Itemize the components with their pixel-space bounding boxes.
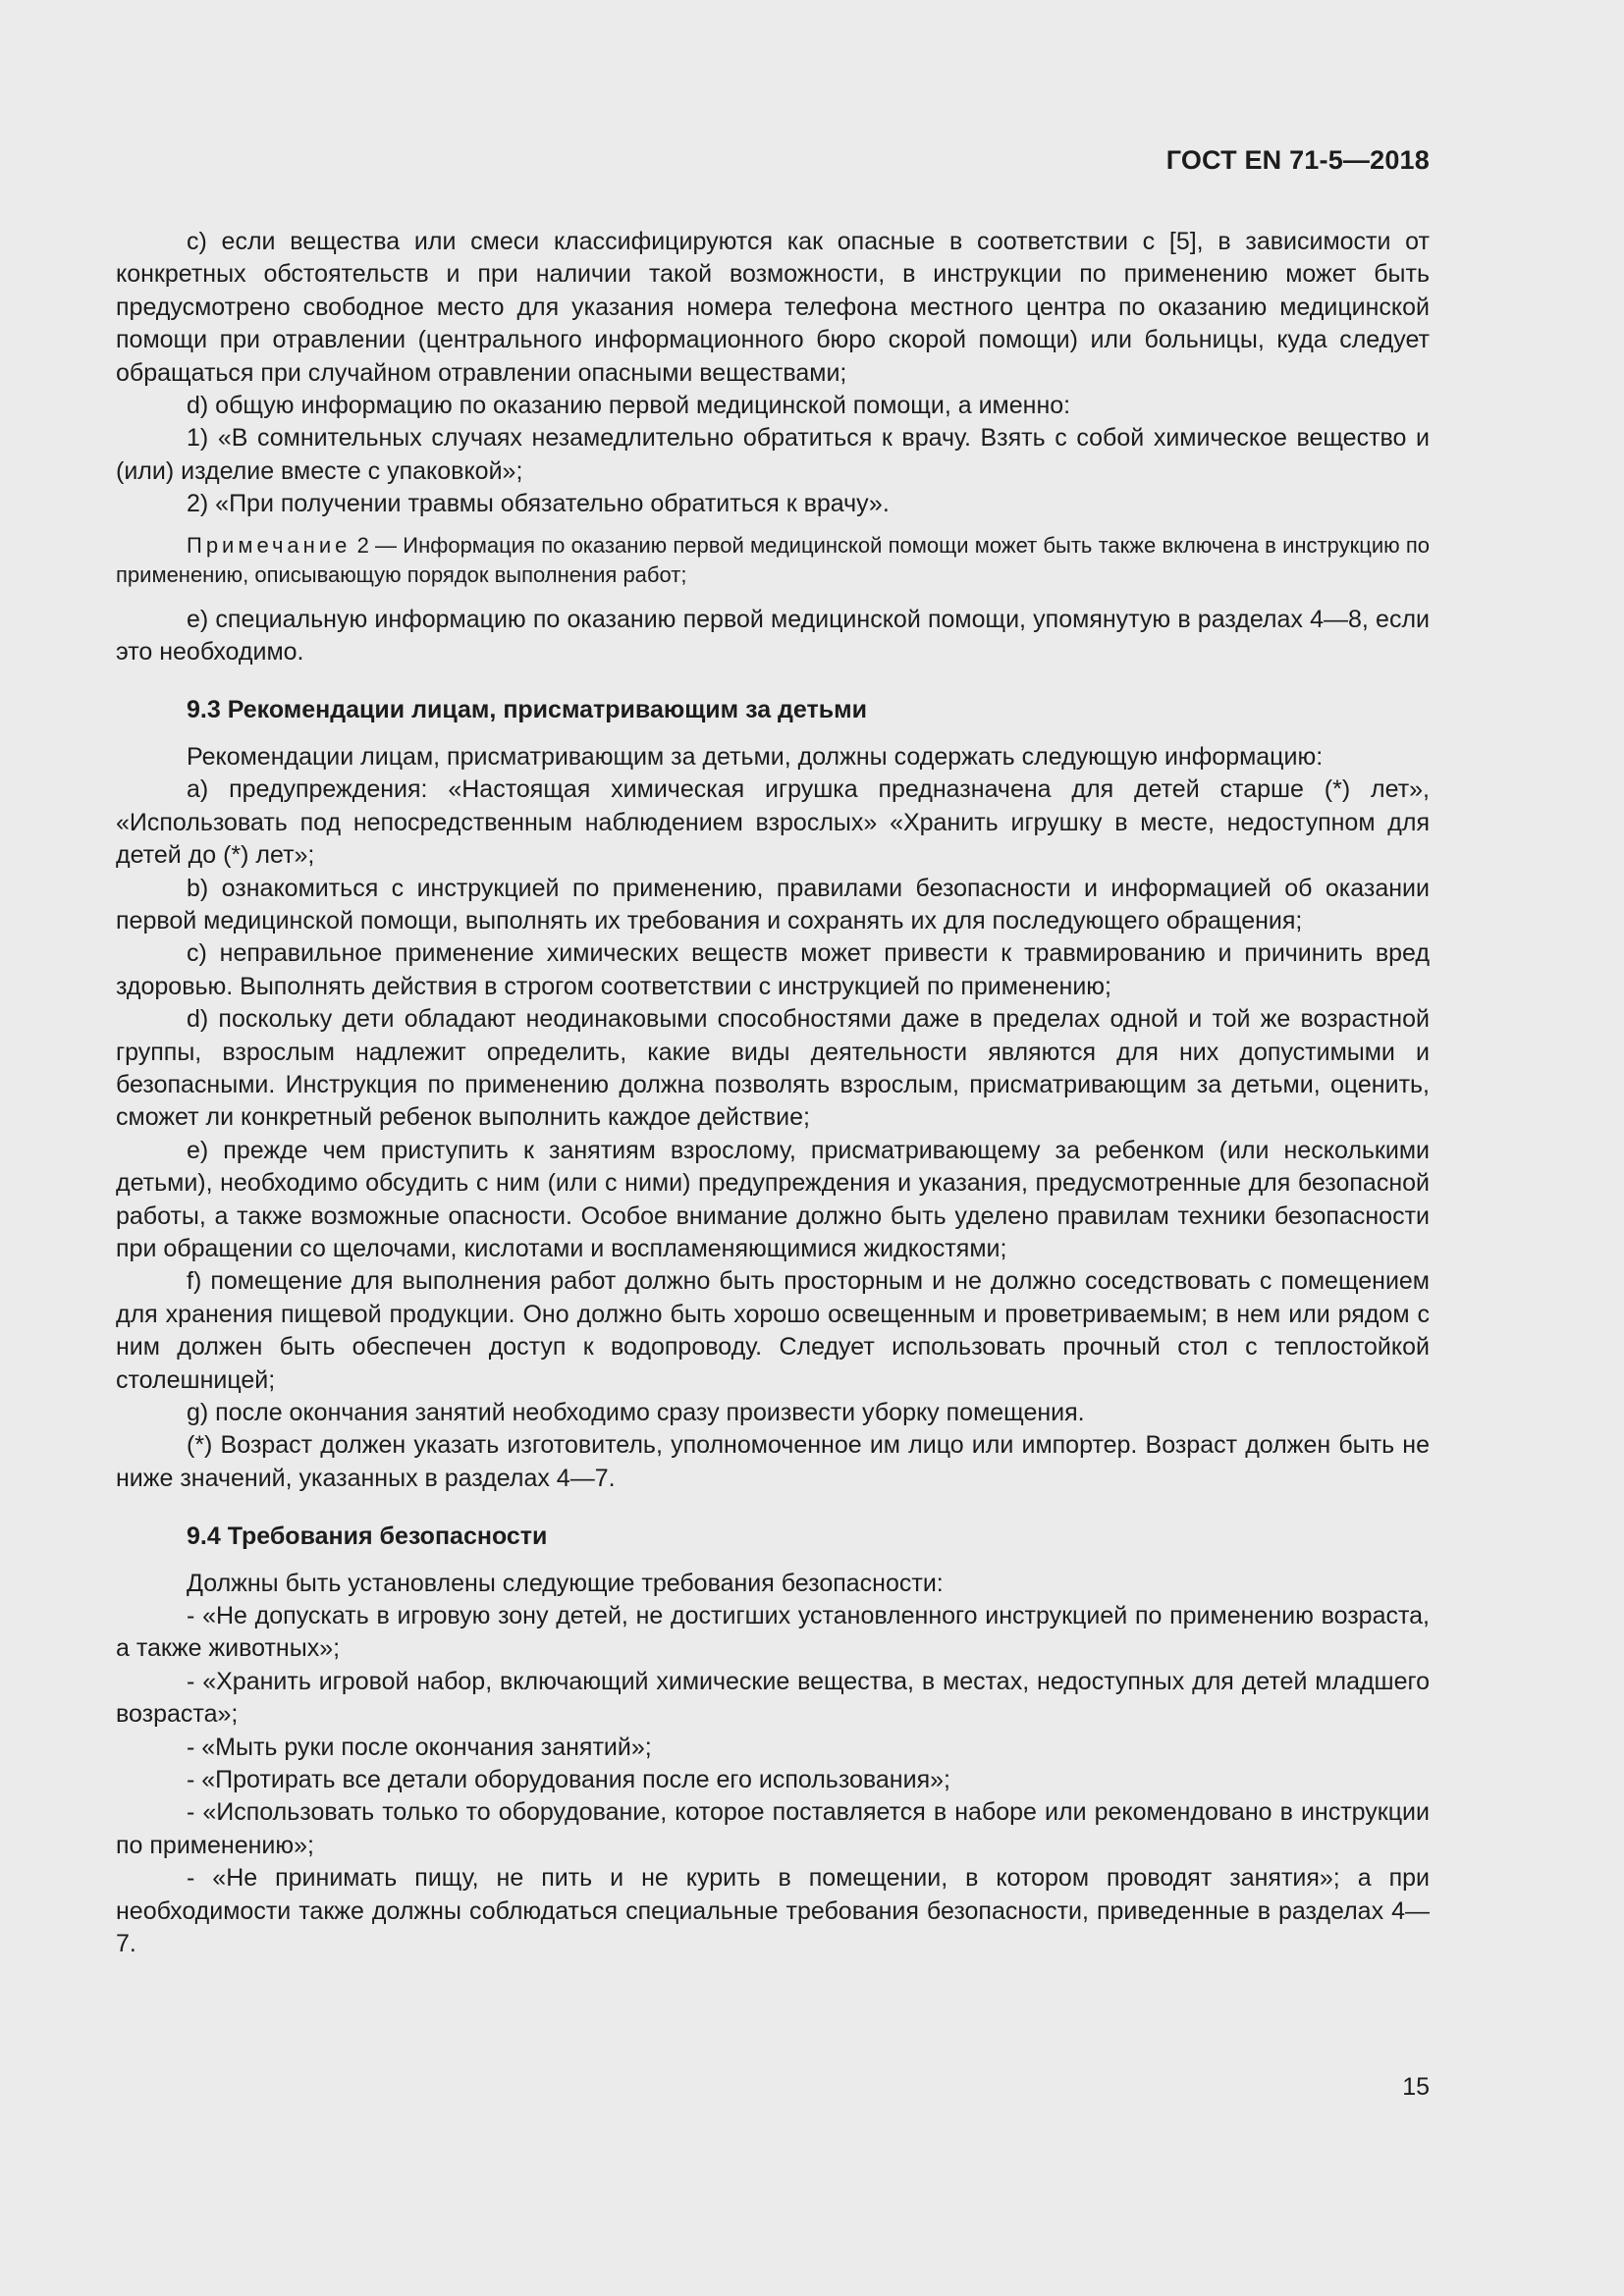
list-item: - «Протирать все детали оборудования после его использования»;	[187, 1766, 950, 1794]
list-item: - «Не допускать в игровую зону детей, не достигших установленного инструкцией по применению возраста, а также животных»;	[116, 1602, 1430, 1663]
section-9-3-item-b: b) ознакомиться с инструкцией по применению, правилами безопасности и информацией об оказании первой медицинской помощи, выполнять их требования и сохранять их для последующего обращения;	[116, 874, 1430, 934]
section-9-3-intro: Рекомендации лицам, присматривающим за детьми, должны содержать следующую информацию:	[187, 742, 1324, 771]
section-9-3-item-g: g) после окончания занятий необходимо сразу произвести уборку помещения.	[187, 1399, 1085, 1426]
paragraph-d2: 2) «При получении травмы обязательно обратиться к врачу».	[187, 490, 890, 518]
section-9-3-footnote: (*) Возраст должен указать изготовитель, уполномоченное им лицо или импортер. Возраст должен быть не ниже значений, указанных в разделах 4—7.	[116, 1431, 1430, 1492]
note	[116, 531, 1430, 590]
section-9-3-title: 9.3 Рекомендации лицам, присматривающим за детьми	[187, 696, 867, 724]
page-number: 15	[1402, 2073, 1430, 2101]
document-header: ГОСТ EN 71-5—2018	[1165, 145, 1430, 175]
section-9-4-intro: Должны быть установлены следующие требования безопасности:	[187, 1569, 944, 1597]
page-content	[116, 226, 1430, 1961]
section-9-3-item-d: d) поскольку дети обладают неодинаковыми способностями даже в пределах одной и той же возрастной группы, взрослым надлежит определить, какие виды деятельности являются для них допустимыми и безопасными. Инструкция по применению должна позволять взрослым, присматривающим за детьми, оценить, сможет ли конкретный ребенок выполнить каждое действие;	[116, 1005, 1430, 1132]
note-label: Примечание	[187, 532, 352, 558]
section-9-3-item-f: f) помещение для выполнения работ должно быть просторным и не должно соседствовать с помещением для хранения пищевой продукции. Оно должно быть хорошо освещенным и проветриваемым; в нем или рядом с ним должен быть обеспечен доступ к водопроводу. Следует использовать прочный стол с теплостойкой столешницей;	[116, 1267, 1430, 1394]
section-9-4-title: 9.4 Требования безопасности	[187, 1522, 548, 1551]
list-item: - «Мыть руки после окончания занятий»;	[187, 1733, 652, 1761]
section-9-3-item-e: e) прежде чем приступить к занятиям взрослому, присматривающему за ребенком (или несколькими детьми), необходимо обсудить с ним (или с ними) предупреждения и указания, предусмотренные для безопасной работы, а также возможные опасности. Особое внимание должно быть уделено правилам техники безопасности при обращении со щелочами, кислотами и воспламеняющимися жидкостями;	[116, 1136, 1430, 1262]
paragraph-c: c) если вещества или смеси классифицируются как опасные в соответствии с [5], в зависимости от конкретных обстоятельств и при наличии такой возможности, в инструкции по применению может быть предусмотрено свободное место для указания номера телефона местного центра по оказанию медицинской помощи при отравлении (центрального информационного бюро скорой помощи) или больницы, куда следует обращаться при случайном отравлении опасными веществами;	[116, 228, 1430, 387]
section-9-3-item-a: a) предупреждения: «Настоящая химическая игрушка предназначена для детей старше (*) лет», «Использовать под непосредственным наблюдением взрослых» «Хранить игрушку в месте, недоступном для детей до (*) лет»;	[116, 775, 1430, 870]
list-item: - «Хранить игровой набор, включающий химические вещества, в местах, недоступных для детей младшего возраста»;	[116, 1667, 1430, 1729]
paragraph-d1: 1) «В сомнительных случаях незамедлительно обратиться к врачу. Взять с собой химическое вещество и (или) изделие вместе с упаковкой»;	[116, 424, 1430, 485]
list-item: - «Использовать только то оборудование, которое поставляется в наборе или рекомендовано в инструкции по применению»;	[116, 1798, 1430, 1859]
list-item: - «Не принимать пищу, не пить и не курить в помещении, в котором проводят занятия»; а при необходимости также должны соблюдаться специальные требования безопасности, приведенные в разделах 4—7.	[116, 1864, 1430, 1958]
paragraph-e: e) специальную информацию по оказанию первой медицинской помощи, упомянутую в разделах 4—8, если это необходимо.	[116, 605, 1430, 667]
paragraph-d: d) общую информацию по оказанию первой медицинской помощи, а именно:	[187, 392, 1071, 420]
section-9-3-item-c: c) неправильное применение химических веществ может привести к травмированию и причинить вред здоровью. Выполнять действия в строгом соответствии с инструкцией по применению;	[116, 939, 1430, 1000]
note-text: 2 — Информация по оказанию первой медицинской помощи может быть также включена в инструкцию по применению, описывающую порядок выполнения работ;	[116, 532, 1430, 587]
